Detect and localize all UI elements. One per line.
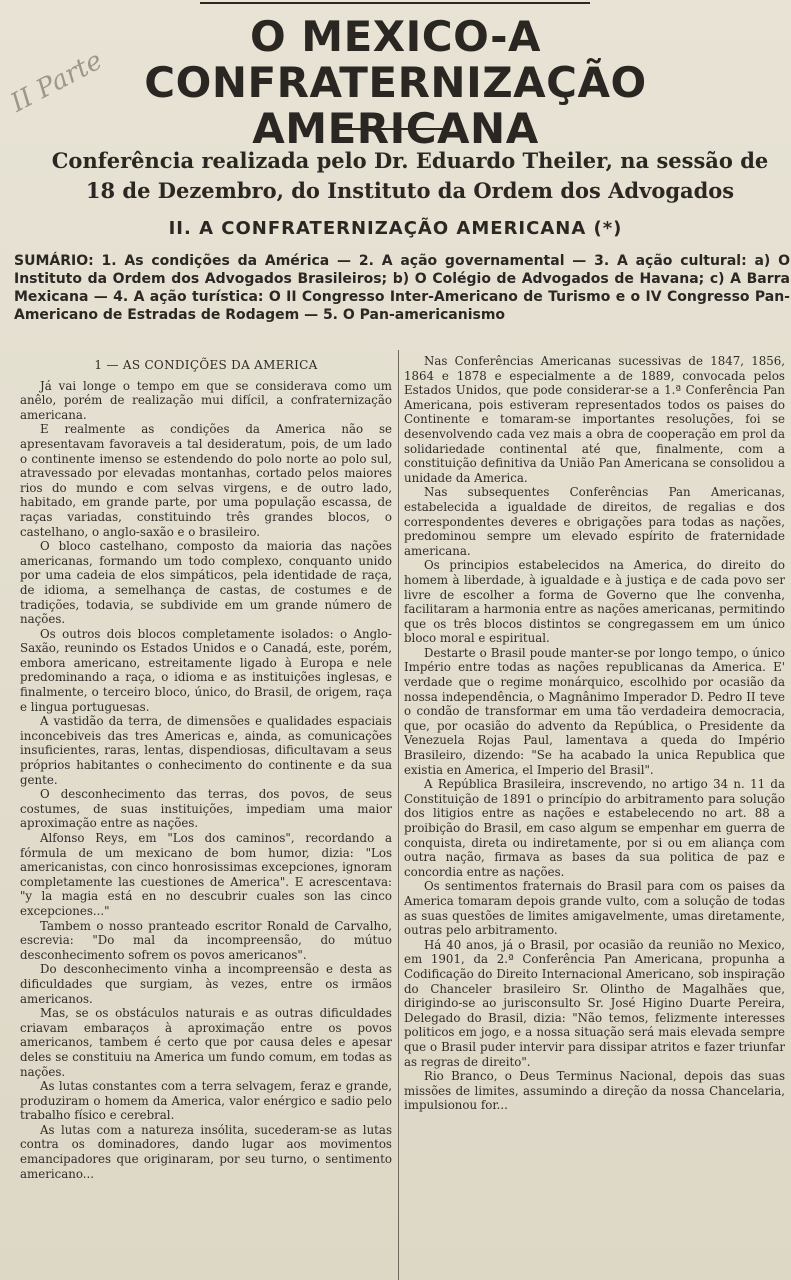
column-divider bbox=[398, 350, 399, 1280]
title-line-1: O MEXICO-A CONFRATERNIZAÇÃO bbox=[144, 12, 647, 107]
paragraph: As lutas constantes com a terra selvagem, feraz e grande, produziram o homem da America, valor enérgico e sadio pelo trabalho físico e cerebral. bbox=[20, 1079, 392, 1123]
summary-text: 1. As condições da América — 2. A ação governamental — 3. A ação cultural: a) O Instituto da Ordem dos Advogados Brasileiros; b) O Colégio de Advogados de Havana; c) A Barra Mexicana — 4. A ação turística: O II Congresso Inter-Americano de Turismo e o IV Congresso Pan-Americano de Estradas de Rodagem — 5. O Pan-americanismo bbox=[14, 253, 791, 323]
left-column-heading: 1 — AS CONDIÇÕES DA AMERICA bbox=[94, 358, 318, 372]
title-line-2: AMERICANA bbox=[252, 104, 539, 153]
paragraph: Já vai longe o tempo em que se considerava como um anêlo, porém de realização mui difícil, a confraternização americana. bbox=[20, 378, 392, 422]
left-column bbox=[20, 354, 392, 1280]
section-heading: II. A CONFRATERNIZAÇÃO AMERICANA (*) bbox=[168, 218, 623, 239]
paragraph: O bloco castelhano, composto da maioria das nações americanas, formando um todo complexo, conquanto unido por uma cadeia de elos simpáticos, pela identidade de raça, de idioma, a semelhança de castas, de costumes e de tradições, todavia, se subdivide em um grande número de nações. bbox=[20, 539, 392, 627]
paragraph: Os sentimentos fraternais do Brasil para com os paises da America tomaram depois grande vulto, com a solução de todas as suas questões de limites amigavelmente, umas diretamente, outras pelo arbitramento. bbox=[404, 879, 785, 938]
summary-label: SUMÁRIO: bbox=[14, 253, 94, 269]
paragraph: O desconhecimento das terras, dos povos, de seus costumes, de suas instituições, impediam uma maior aproximação entre as nações. bbox=[20, 787, 392, 831]
paragraph: Os outros dois blocos completamente isolados: o Anglo-Saxão, reunindo os Estados Unidos e o Canadá, este, porém, embora americano, estreitamente ligado à Europa e nele predominando a raça, o idioma e as instituições inglesas, e finalmente, o terceiro bloco, único, do Brasil, de origem, raça e lingua portuguesas. bbox=[20, 626, 392, 714]
article-title bbox=[0, 14, 791, 152]
paragraph: Rio Branco, o Deus Terminus Nacional, depois das suas missões de limites, assumindo a direção da nossa Chancelaria, impulsionou for... bbox=[404, 1069, 785, 1113]
paragraph: Destarte o Brasil poude manter-se por longo tempo, o único Império entre todas as nações republicanas da America. E' verdade que o regime monárquico, escolhido por ocasião da nossa independência, o Magnânimo Imperador D. Pedro II teve o condão de transformar em uma tão verdadeira democracia, que, por ocasião do advento da República, o Presidente da Venezuela Rojas Paul, lamentava a queda do Império Brasileiro, dizendo: "Se ha acabado la unica Republica que existia en America, el Imperio del Brasil". bbox=[404, 645, 785, 777]
handwritten-note: II Parte bbox=[6, 45, 108, 119]
top-rule bbox=[200, 2, 590, 4]
paragraph: E realmente as condições da America não se apresentavam favoraveis a tal desideratum, pois, de um lado o continente imenso se estendendo do polo norte ao polo sul, atravessado por elevadas montanhas, cortado pelos maiores rios do mundo e com selvas virgens, e de outro lado, habitado, em grande parte, por uma população escassa, de raças variadas, constituindo três grandes blocos, o castelhano, o anglo-saxão e o brasileiro. bbox=[20, 422, 392, 539]
paragraph: A vastidão da terra, de dimensões e qualidades espaciais inconcebiveis das tres Americas e, ainda, as comunicações insuficientes, raras, lentas, dispendiosas, dificultavam a seus próprios habitantes o conhecimento do continente e da sua gente. bbox=[20, 714, 392, 787]
paragraph: Nas Conferências Americanas sucessivas de 1847, 1856, 1864 e 1878 e especialmente a de 1889, convocada pelos Estados Unidos, que pode considerar-se a 1.ª Conferência Pan Americana, pois estiveram representados todos os paises do Continente e tomaram-se importantes resoluções, foi se desenvolvendo cada vez mais a obra de cooperação em prol da solidariedade continental até que, finalmente, com a constituição definitiva da União Pan Americana se consolidou a unidade da America. bbox=[404, 354, 785, 485]
article-subtitle: Conferência realizada pelo Dr. Eduardo Theiler, na sessão de 18 de Dezembro, do Instituto da Ordem dos Advogados bbox=[51, 148, 769, 203]
paragraph: A República Brasileira, inscrevendo, no artigo 34 n. 11 da Constituição de 1891 o princípio do arbitramento para solução dos litigios entre as nações e estabelecendo no art. 88 a proibição do Brasil, em caso algum se empenhar em guerra de conquista, direta ou indiretamente, por si ou em aliança com outra nação, firmava as bases da sua politica de paz e concordia entre as nações. bbox=[404, 777, 785, 879]
paragraph: As lutas com a natureza insólita, sucederam-se as lutas contra os dominadores, dando lugar aos movimentos emancipadores que originaram, por seu turno, o sentimento americano... bbox=[20, 1122, 392, 1181]
paragraph: Alfonso Reys, em "Los dos caminos", recordando a fórmula de um mexicano de bom humor, dizia: "Los americanistas, con cinco honrosissimas excepciones, ignoram completamente las cuestiones de America". E acrescentava: "y la magia está en no descubrir cuales son las cinco excepciones..." bbox=[20, 831, 392, 918]
paragraph: Os principios estabelecidos na America, do direito do homem à liberdade, à igualdade e à justiça e de cada povo ser livre de escolher a forma de Governo que lhe convenha, facilitaram a harmonia entre as nações americanas, permitindo que os três blocos distintos se congregassem em um único bloco moral e espiritual. bbox=[404, 558, 785, 646]
title-divider bbox=[340, 128, 445, 130]
right-column bbox=[404, 354, 785, 1280]
paragraph: Nas subsequentes Conferências Pan Americanas, estabelecida a igualdade de direitos, de regalias e dos correspondentes deveres e obrigações para todas as nações, predominou sempre um elevado espírito de fraternidade americana. bbox=[404, 485, 785, 558]
paragraph: Há 40 anos, já o Brasil, por ocasião da reunião no Mexico, em 1901, da 2.ª Conferência Pan Americana, propunha a Codificação do Direito Internacional Americano, sob inspiração do Chanceler brasileiro Sr. Olintho de Magalhães que, dirigindo-se ao jurisconsulto Sr. José Higino Duarte Pereira, Delegado do Brasil, dizia: "Não temos, felizmente interesses politicos em jogo, e a nossa situação será mais elevada sempre que o Brasil puder intervir para dissipar atritos e fazer triunfar as regras de direito". bbox=[404, 937, 785, 1069]
summary-block bbox=[14, 252, 790, 324]
paragraph: Tambem o nosso pranteado escritor Ronald de Carvalho, escrevia: "Do mal da incompreensão, do mútuo desconhecimento sofrem os povos americanos". bbox=[20, 918, 392, 962]
paragraph: Do desconhecimento vinha a incompreensão e desta as dificuldades que surgiam, às vezes, entre os irmãos americanos. bbox=[20, 962, 392, 1006]
paragraph: Mas, se os obstáculos naturais e as outras dificuldades criavam embaraços à aproximação entre os povos americanos, tambem é certo que por causa deles e apesar deles se constituiu na America um fundo comum, em todas as nações. bbox=[20, 1006, 392, 1079]
